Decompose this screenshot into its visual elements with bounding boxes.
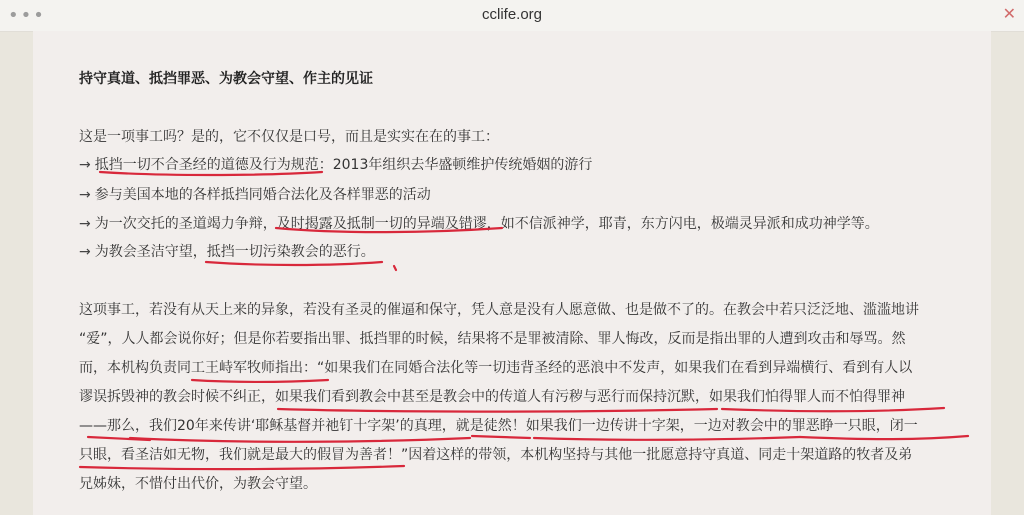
- paragraph-line: “爱”，人人都会说你好；但是你若要指出罪、抵挡罪的时候，结果将不是罪被清除、罪人悔改，反而是指出罪的人遭到攻击和辱骂。然: [79, 331, 906, 347]
- paragraph-line: 兄姊妹，不惜付出代价，为教会守望。: [79, 476, 317, 492]
- list-item: [79, 154, 592, 174]
- list-item-text: 为教会圣洁守望，抵挡一切污染教会的恶行。: [94, 244, 375, 260]
- list-item: [79, 241, 375, 261]
- intro-text: 这是一项事工吗？是的，它不仅仅是口号，而且是实实在在的事工：: [79, 129, 499, 145]
- arrow-icon: →: [79, 216, 91, 232]
- list-item: [79, 213, 879, 233]
- close-icon[interactable]: ✕: [1002, 4, 1016, 23]
- list-item: [79, 184, 431, 204]
- paragraph-line: 这项事工，若没有从天上来的异象，若没有圣灵的催逼和保守，凭人意是没有人愿意做、也是做不了的。在教会中若只泛泛地、滥滥地讲: [79, 302, 919, 318]
- url-text[interactable]: cclife.org: [481, 6, 543, 23]
- list-item-text: 参与美国本地的各样抵挡同婚合法化及各样罪恶的活动: [94, 187, 431, 203]
- article-heading: 持守真道、抵挡罪恶、为教会守望、作主的见证: [79, 71, 373, 87]
- list-item-text: 抵挡一切不合圣经的道德及行为规范：2013年组织去华盛顿维护传统婚姻的游行: [94, 157, 593, 173]
- list-item-text: 为一次交托的圣道竭力争辩，及时揭露及抵制一切的异端及错谬，如不信派神学，耶青，东方闪电，极端灵异派和成功神学等。: [94, 216, 879, 232]
- arrow-icon: →: [79, 157, 91, 173]
- paragraph-line: ——那么，我们20年来传讲‘耶稣基督并祂钉十字架’的真理，就是徒然！如果我们一边传讲十字架，一边对教会中的罪恶睁一只眼，闭一: [79, 418, 918, 434]
- arrow-icon: →: [79, 244, 91, 260]
- paragraph-line: 只眼，看圣洁如无物，我们就是最大的假冒为善者！”因着这样的带领，本机构坚持与其他一批愿意持守真道、同走十架道路的牧者及弟: [79, 447, 913, 463]
- tab-menu-icon[interactable]: •••: [8, 5, 46, 26]
- browser-address-bar[interactable]: [0, 0, 1024, 32]
- arrow-icon: →: [79, 187, 91, 203]
- paragraph-line: 谬误拆毁神的教会时候不纠正，如果我们看到教会中甚至是教会中的传道人有污秽与恶行而保持沉默，如果我们怕得罪人而不怕得罪神: [79, 389, 905, 405]
- paragraph-line: 而，本机构负责同工王峙军牧师指出：“如果我们在同婚合法化等一切违背圣经的恶浪中不发声，如果我们在看到异端横行、看到有人以: [79, 360, 913, 376]
- article-panel: [33, 31, 991, 515]
